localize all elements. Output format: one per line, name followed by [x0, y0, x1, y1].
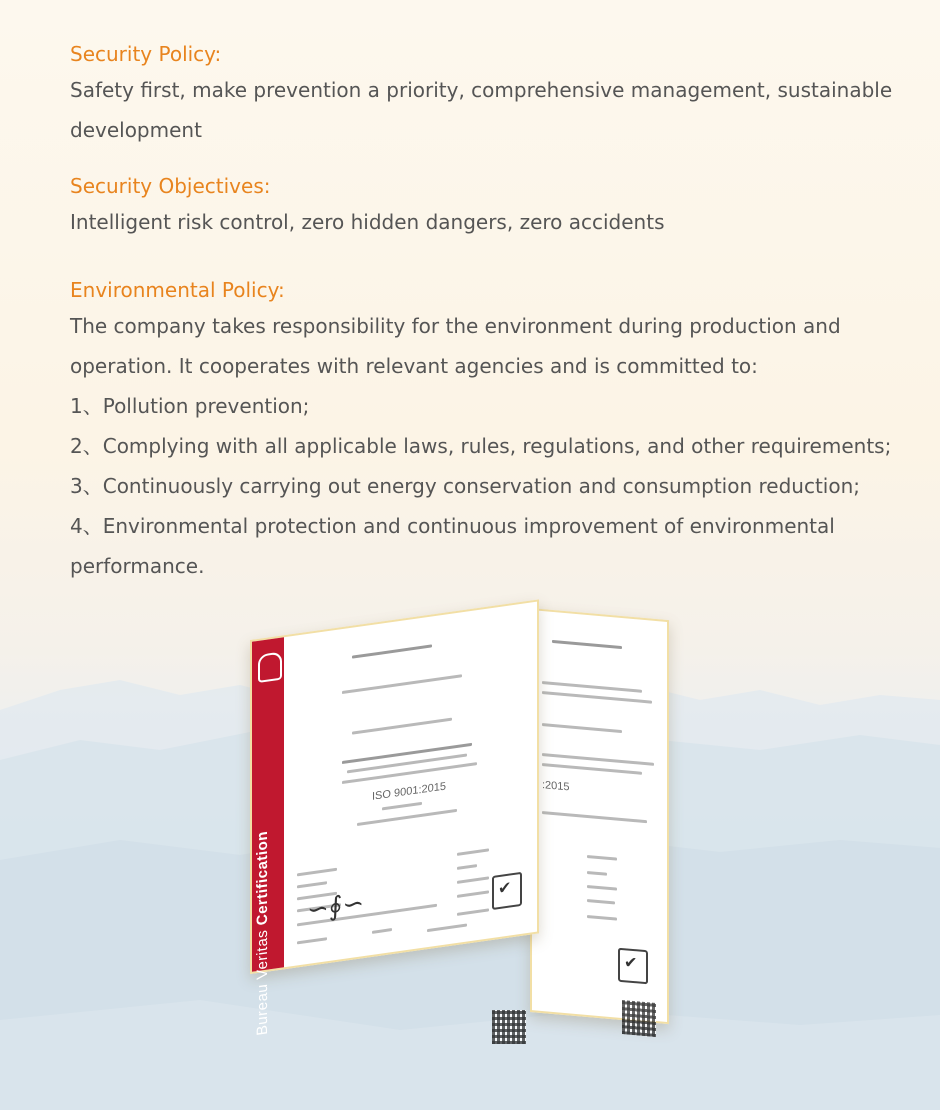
security-policy-heading: Security Policy: — [70, 42, 222, 66]
signature-icon: ∽∮∽ — [307, 887, 365, 926]
certificate-chinese — [250, 599, 539, 1037]
policy-content — [70, 38, 930, 586]
environmental-policy-section — [70, 274, 930, 586]
certificate-ribbon — [252, 637, 284, 1037]
list-item: 2、Complying with all applicable laws, rules, regulations, and other requirements; — [70, 434, 892, 458]
environmental-commitments-list — [70, 386, 930, 586]
security-policy-section — [70, 38, 930, 150]
certificate-english — [530, 608, 669, 1024]
ribbon-emphasis: Certification — [254, 829, 271, 927]
accreditation-mark-icon — [618, 948, 648, 985]
qr-code-icon — [622, 1000, 656, 1037]
list-item: 3、Continuously carrying out energy conservation and consumption reduction; — [70, 474, 861, 498]
security-objectives-section — [70, 170, 930, 242]
ribbon-prefix: Bureau Veritas — [254, 928, 271, 1037]
security-objectives-heading: Security Objectives: — [70, 174, 271, 198]
security-objectives-text: Intelligent risk control, zero hidden dangers, zero accidents — [70, 210, 665, 234]
bureau-veritas-logo-icon — [258, 652, 282, 683]
environmental-policy-heading: Environmental Policy: — [70, 278, 285, 302]
certificate-standard: ISO 9001:2015 — [372, 780, 447, 803]
environmental-policy-intro: The company takes responsibility for the environment during production and operation. It cooperates with relevant agencies and is committed to: — [70, 314, 841, 378]
accreditation-mark-icon — [492, 872, 522, 910]
list-item: 1、Pollution prevention; — [70, 394, 310, 418]
security-policy-text: Safety first, make prevention a priority, comprehensive management, sustainable development — [70, 78, 893, 142]
qr-code-icon — [492, 1010, 526, 1044]
certificate-ribbon-text — [254, 713, 280, 1037]
list-item: 4、Environmental protection and continuous improvement of environmental performance. — [70, 514, 835, 578]
certificates-image — [240, 590, 700, 1060]
certificate-standard-partial: :2015 — [542, 779, 570, 794]
